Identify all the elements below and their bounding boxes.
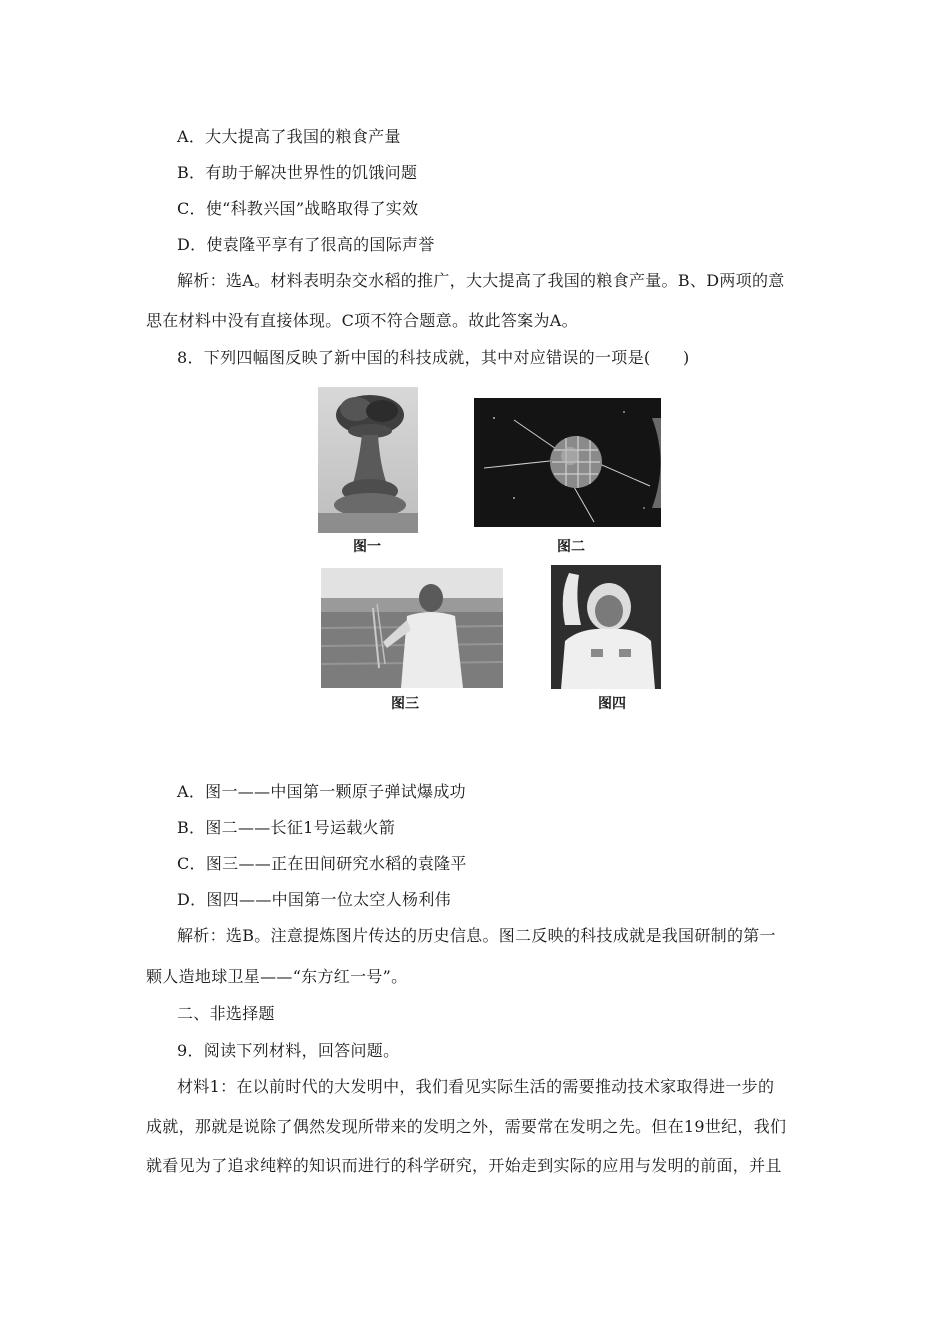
q8-option-c: C．图三——正在田间研究水稻的袁隆平 <box>177 854 467 873</box>
q8-option-b: B．图二——长征1号运载火箭 <box>177 818 396 837</box>
q8-option-a: A．图一——中国第一颗原子弹试爆成功 <box>177 782 466 801</box>
satellite-photo <box>474 398 661 527</box>
q7-analysis-line-1: 解析：选A。材料表明杂交水稻的推广，大大提高了我国的粮食产量。B、D两项的意 <box>177 271 785 290</box>
q7-analysis-line-2: 思在材料中没有直接体现。C项不符合题意。故此答案为A。 <box>146 311 578 330</box>
material-line-2: 成就，那就是说除了偶然发现所带来的发明之外，需要常在发明之先。但在19世纪，我们 <box>146 1117 787 1136</box>
q8-stem: 8．下列四幅图反映了新中国的科技成就，其中对应错误的一项是( ) <box>177 348 690 367</box>
figure-1-caption: 图一 <box>353 539 381 555</box>
q9-stem: 9．阅读下列材料，回答问题。 <box>177 1041 400 1060</box>
figure-3-caption: 图三 <box>391 696 419 712</box>
q7-option-a: A．大大提高了我国的粮食产量 <box>177 127 401 146</box>
q7-option-c: C．使“科教兴国”战略取得了实效 <box>177 199 419 218</box>
rice-field-photo <box>321 568 503 688</box>
q8-option-d: D．图四——中国第一位太空人杨利伟 <box>177 890 451 909</box>
section-heading: 二、非选择题 <box>177 1004 275 1023</box>
material-line-1: 材料1：在以前时代的大发明中，我们看见实际生活的需要推动技术家取得进一步的 <box>177 1077 775 1096</box>
q7-option-d: D．使袁隆平享有了很高的国际声誉 <box>177 235 435 254</box>
astronaut-photo <box>551 565 661 689</box>
figure-2-caption: 图二 <box>557 539 585 555</box>
figure-4-caption: 图四 <box>598 696 626 712</box>
q8-analysis-line-1: 解析：选B。注意提炼图片传达的历史信息。图二反映的科技成就是我国研制的第一 <box>177 926 776 945</box>
q7-option-b: B．有助于解决世界性的饥饿问题 <box>177 163 418 182</box>
material-line-3: 就看见为了追求纯粹的知识而进行的科学研究，开始走到实际的应用与发明的前面，并且 <box>146 1156 782 1175</box>
q8-analysis-line-2: 颗人造地球卫星——“东方红一号”。 <box>146 967 408 986</box>
mushroom-cloud-photo <box>318 387 418 533</box>
